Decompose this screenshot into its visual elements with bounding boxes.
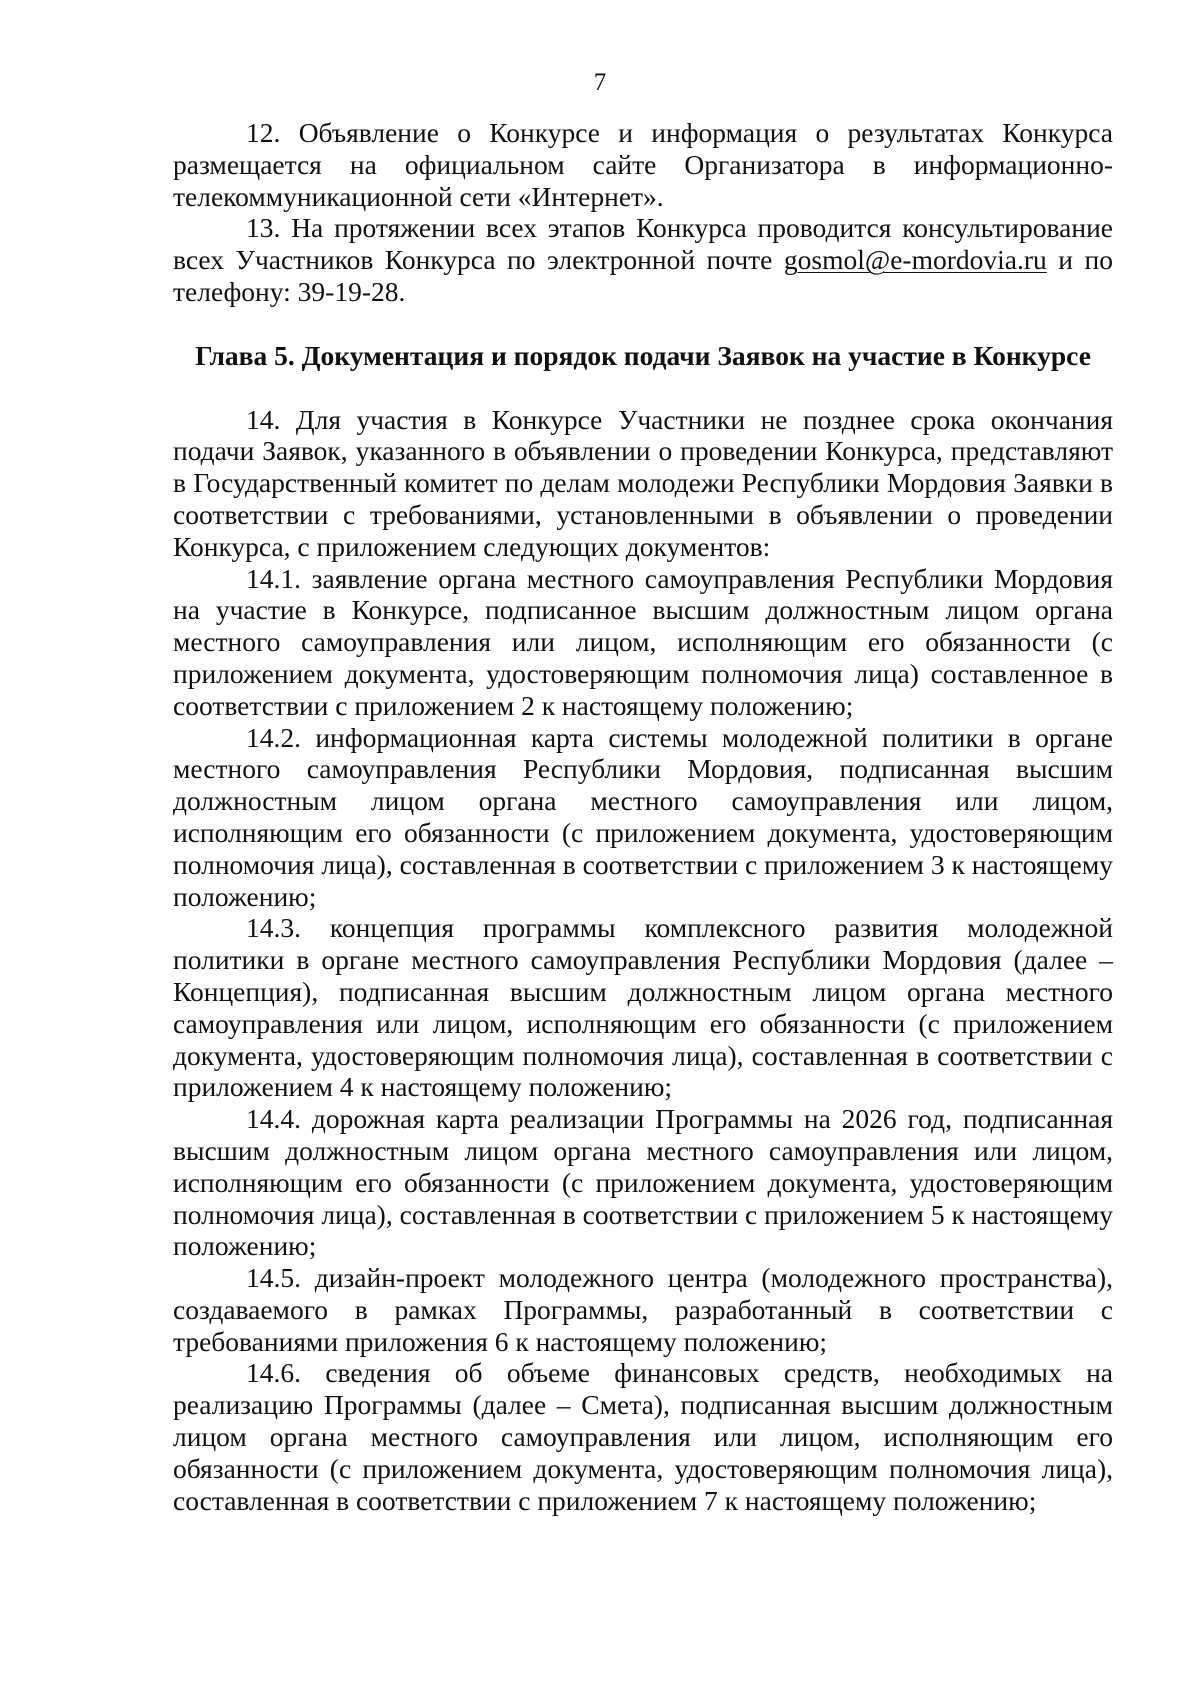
paragraph-13: [173, 212, 1113, 307]
paragraph-13-text-before: 13. На протяжении всех этапов Конкурса проводится консультирование всех Участников Конкурса по электронной почте: [173, 212, 1113, 276]
paragraph-12: 12. Объявление о Конкурсе и информация о результатах Конкурса размещается на официальном сайте Организатора в информационно-телекоммуникационной сети «Интернет».: [173, 117, 1113, 212]
document-body: [173, 117, 1113, 1516]
paragraph-14-6: 14.6. сведения об объеме финансовых средств, необходимых на реализацию Программы (далее – Смета), подписанная высшим должностным лицом органа местного самоуправления или лицом, исполняющим его обязанности (с приложением документа, удостоверяющим полномочия лица), составленная в соответствии с приложением 7 к настоящему положению;: [173, 1357, 1113, 1516]
paragraph-14-1: 14.1. заявление органа местного самоуправления Республики Мордовия на участие в Конкурсе, подписанное высшим должностным лицом органа местного самоуправления или лицом, исполняющим его обязанности (с приложением документа, удостоверяющим полномочия лица) составленное в соответствии с приложением 2 к настоящему положению;: [173, 562, 1113, 721]
page-number: 7: [593, 69, 607, 96]
paragraph-13-text-after: и по телефону: 39-19-28.: [173, 244, 1113, 307]
chapter-heading: Глава 5. Документация и порядок подачи Заявок на участие в Конкурсе: [195, 339, 1091, 371]
paragraph-14-4: 14.4. дорожная карта реализации Программы на 2026 год, подписанная высшим должностным лицом органа местного самоуправления или лицом, исполняющим его обязанности (с приложением документа, удостоверяющим полномочия лица), составленная в соответствии с приложением 5 к настоящему положению;: [173, 1103, 1113, 1262]
paragraph-14-3: 14.3. концепция программы комплексного развития молодежной политики в органе местного самоуправления Республики Мордовия (далее – Концепция), подписанная высшим должностным лицом органа местного самоуправления или лицом, исполняющим его обязанности (с приложением документа, удостоверяющим полномочия лица), составленная в соответствии с приложением 4 к настоящему положению;: [173, 912, 1113, 1103]
email-link[interactable]: gosmol@e-mordovia.ru: [783, 244, 1047, 276]
paragraph-14-2: 14.2. информационная карта системы молодежной политики в органе местного самоуправления Республики Мордовия, подписанная высшим должностным лицом органа местного самоуправления или лицом, исполняющим его обязанности (с приложением документа, удостоверяющим полномочия лица), составленная в соответствии с приложением 3 к настоящему положению;: [173, 721, 1113, 912]
paragraph-14-5: 14.5. дизайн-проект молодежного центра (молодежного пространства), создаваемого в рамках Программы, разработанный в соответствии с требованиями приложения 6 к настоящему положению;: [173, 1262, 1113, 1357]
paragraph-14: 14. Для участия в Конкурсе Участники не позднее срока окончания подачи Заявок, указанного в объявлении о проведении Конкурса, представляют в Государственный комитет по делам молодежи Республики Мордовия Заявки в соответствии с требованиями, установленными в объявлении о проведении Конкурса, с приложением следующих документов:: [173, 403, 1113, 562]
